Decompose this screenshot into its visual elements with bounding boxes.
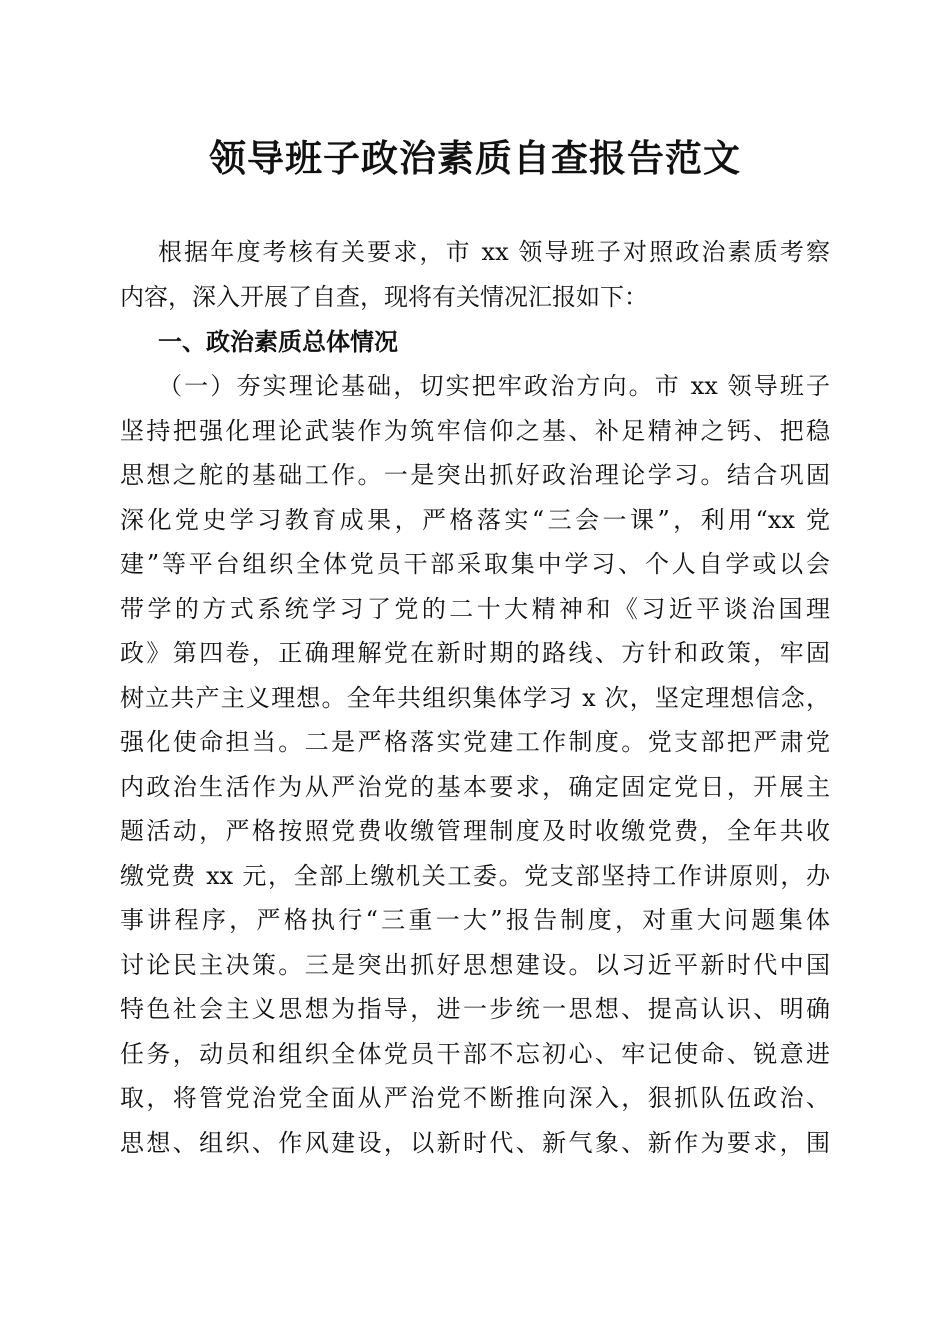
body-line: 建”等平台组织全体党员干部采取集中学习、个人自学或以会 xyxy=(120,550,830,578)
body-line: 特色社会主义思想为指导，进一步统一思想、提高认识、明确 xyxy=(120,995,830,1023)
body-line: 思想之舵的基础工作。一是突出抓好政治理论学习。结合巩固 xyxy=(120,461,830,489)
body-line: 缴党费 xx 元，全部上缴机关工委。党支部坚持工作讲原则，办 xyxy=(120,862,830,890)
body-line: 讨论民主决策。三是突出抓好思想建设。以习近平新时代中国 xyxy=(120,951,830,979)
body-line: 思想、组织、作风建设，以新时代、新气象、新作为要求，围 xyxy=(120,1129,830,1157)
body-line: 内政治生活作为从严治党的基本要求，确定固定党日，开展主 xyxy=(120,773,830,801)
body-line: 政》第四卷，正确理解党在新时期的路线、方针和政策，牢固 xyxy=(120,639,830,667)
body-line: 强化使命担当。二是严格落实党建工作制度。党支部把严肃党 xyxy=(120,728,830,756)
body-line: 题活动，严格按照党费收缴管理制度及时收缴党费，全年共收 xyxy=(120,817,830,845)
body-line: 取，将管党治党全面从严治党不断推向深入，狠抓队伍政治、 xyxy=(120,1084,830,1112)
body-line: 树立共产主义理想。全年共组织集体学习 x 次，坚定理想信念， xyxy=(120,684,830,712)
body-line: 任务，动员和组织全体党员干部不忘初心、牢记使命、锐意进 xyxy=(120,1040,830,1068)
body-line: 深化党史学习教育成果，严格落实“三会一课”，利用“xx 党 xyxy=(120,506,830,534)
body-line: 内容，深入开展了自查，现将有关情况汇报如下： xyxy=(120,283,648,311)
body-line: 坚持把强化理论武装作为筑牢信仰之基、补足精神之钙、把稳 xyxy=(120,417,830,445)
body-line: 根据年度考核有关要求，市 xx 领导班子对照政治素质考察 xyxy=(158,238,830,266)
section-heading: 一、政治素质总体情况 xyxy=(158,328,398,356)
body-line: 带学的方式系统学习了党的二十大精神和《习近平谈治国理 xyxy=(120,595,830,623)
document-title: 领导班子政治素质自查报告范文 xyxy=(209,136,741,180)
subsection-heading-line: （一）夯实理论基础，切实把牢政治方向。市 xx 领导班子 xyxy=(158,372,830,400)
body-line: 事讲程序，严格执行“三重一大”报告制度，对重大问题集体 xyxy=(120,906,830,934)
